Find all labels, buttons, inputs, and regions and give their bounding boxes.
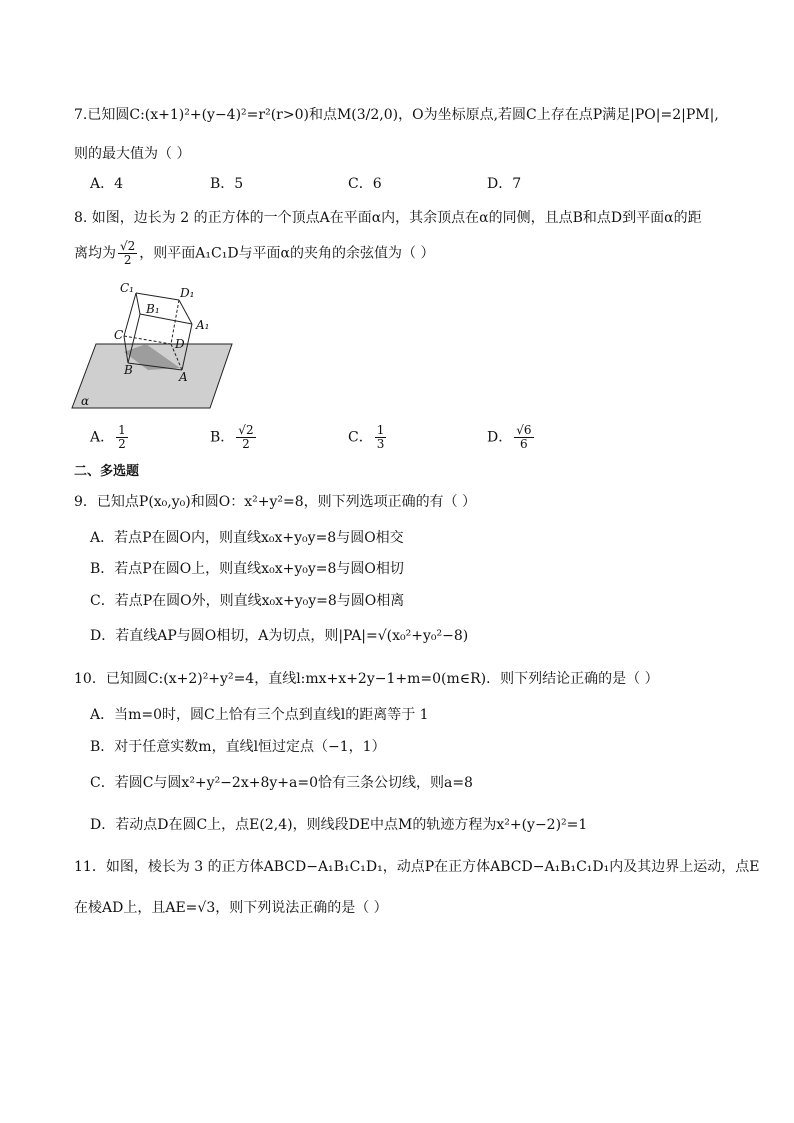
option-fraction [375,424,387,451]
q8-distance-fraction [118,240,137,267]
q9-option-c: C．若点P在圆O外，则直线x₀x+y₀y=8与圆O相离 [90,593,405,609]
section-heading-multiple-choice: 二、多选题 [74,464,140,479]
fraction-denominator: 2 [118,437,126,451]
label-b1: B₁ [146,302,160,316]
q7-option-a: A．4 [90,176,124,192]
option-fraction [236,424,255,451]
q10-option-d: D．若动点D在圆C上，点E(2,4)，则线段DE中点M的轨迹方程为x²+(y−2)²=1 [90,817,588,833]
option-fraction [514,424,533,451]
fraction-denominator: 3 [376,437,385,451]
option-fraction [116,424,128,451]
q7-stem-line1: 7.已知圆C:(x+1)²+(y−4)²=r²(r>0)和点M(3/2,0)，O为坐标原点,若圆C上存在点P满足|PO|=2|PM|, [74,107,719,123]
option-letter: D． [487,429,513,446]
q8-stem-line2 [74,240,434,267]
fraction-denominator: 6 [520,437,528,451]
q11-stem-line2: 在棱AD上，且AE=√3，则下列说法正确的是（ ） [74,900,388,916]
label-d1: D₁ [180,286,195,300]
q8-stem-line1: 8. 如图，边长为 2 的正方体的一个顶点A在平面α内，其余顶点在α的同侧，且点B和点D到平面α的距 [74,210,702,226]
fraction-numerator: √2 [120,239,136,253]
q7-option-d: D．7 [487,176,522,192]
q10-option-a: A．当m=0时，圆C上恰有三个点到直线l的距离等于 1 [90,707,429,723]
fraction-numerator: √6 [516,423,532,437]
fraction-numerator: 1 [376,423,385,437]
q8-option-c [348,424,388,451]
q10-option-c: C．若圆C与圆x²+y²−2x+8y+a=0恰有三条公切线，则a=8 [90,775,473,791]
fraction-numerator: √2 [238,423,254,437]
label-b: B [124,363,133,377]
q8-option-b [210,424,258,451]
q8-option-d [487,424,536,451]
fraction-denominator: 2 [123,253,132,267]
q8-stem-line2-post: ，则平面A₁C₁D与平面α的夹角的余弦值为（ ） [139,245,435,262]
q9-option-b: B．若点P在圆O上，则直线x₀x+y₀y=8与圆O相切 [90,561,404,577]
label-alpha: α [81,394,90,408]
label-c: C [114,328,124,342]
q10-stem: 10．已知圆C:(x+2)²+y²=4，直线l:mx+x+2y−1+m=0(m∈R)．则下列结论正确的是（ ） [74,671,659,687]
fraction-numerator: 1 [118,423,126,437]
q9-option-d: D．若直线AP与圆O相切，A为切点，则|PA|=√(x₀²+y₀²−8) [90,628,469,644]
option-letter: C． [348,429,373,446]
q8-stem-line2-pre: 离均为 [74,245,116,262]
q7-option-c: C．6 [348,176,382,192]
option-letter: A． [90,429,115,446]
label-a: A [179,370,188,384]
q7-stem-line2: 则的最大值为（ ） [74,146,191,162]
cube-on-plane-figure [68,278,238,413]
option-letter: B． [210,429,235,446]
fraction-denominator: 2 [242,437,250,451]
q11-stem-line1: 11．如图，棱长为 3 的正方体ABCD−A₁B₁C₁D₁，动点P在正方体ABCD−A₁B₁C₁D₁内及其边界上运动，点E [74,859,760,875]
q9-option-a: A．若点P在圆O内，则直线x₀x+y₀y=8与圆O相交 [90,530,404,546]
label-c1: C₁ [120,281,134,295]
q9-stem: 9．已知点P(x₀,y₀)和圆O：x²+y²=8，则下列选项正确的有（ ） [74,494,477,510]
q8-option-a [90,424,130,451]
label-d: D [175,337,185,351]
q7-option-b: B．5 [210,176,244,192]
label-a1: A₁ [196,318,210,332]
q10-option-b: B．对于任意实数m，直线l恒过定点（−1，1） [90,739,386,755]
